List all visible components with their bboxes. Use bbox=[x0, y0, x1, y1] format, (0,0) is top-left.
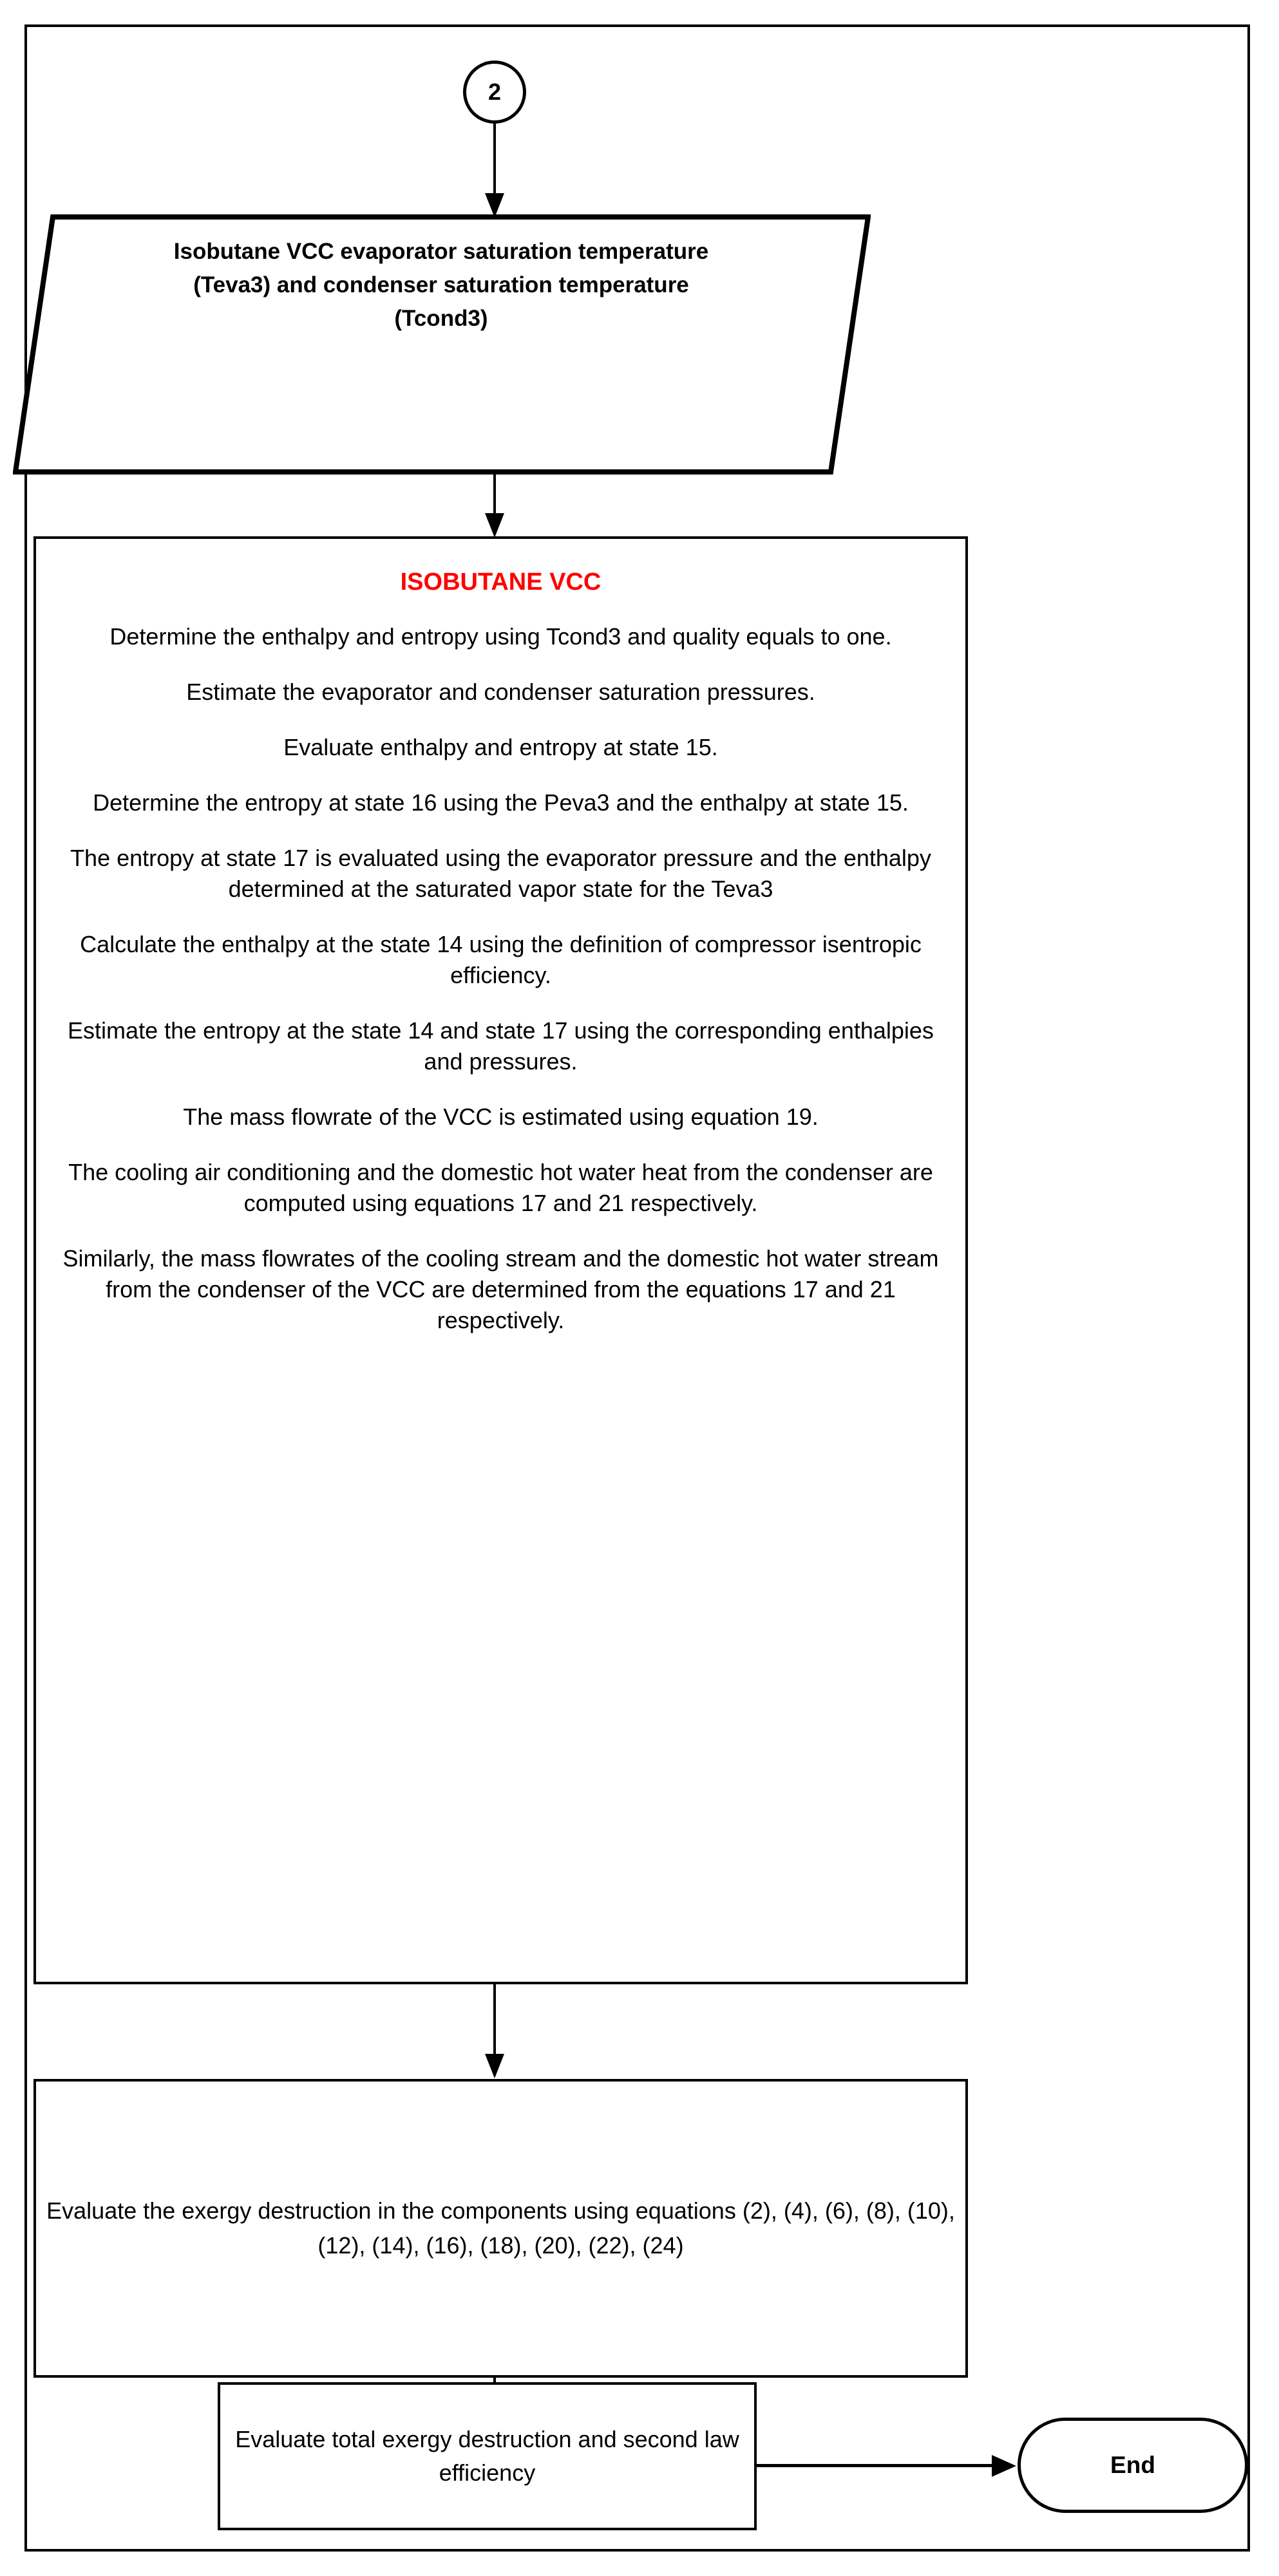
process-step-list bbox=[46, 621, 955, 1336]
end-node-label: End bbox=[1110, 2452, 1155, 2478]
process-step: Similarly, the mass flowrates of the cooling stream and the domestic hot water stream from the condenser of the VCC are determined from the equations 17 and 21 respectively. bbox=[62, 1245, 939, 1333]
process-node-total-exergy-destruction[interactable] bbox=[218, 2382, 757, 2530]
arrow-input-to-process bbox=[493, 475, 496, 539]
arrow-connector-to-input bbox=[493, 124, 496, 218]
input-node-text: Isobutane VCC evaporator saturation temperature (Teva3) and condenser saturation temperature (Tcond3) bbox=[173, 239, 709, 331]
process-step: The mass flowrate of the VCC is estimated using equation 19. bbox=[183, 1103, 819, 1130]
arrow-head bbox=[485, 513, 504, 538]
arrow-head bbox=[992, 2455, 1016, 2477]
connector-node-2[interactable] bbox=[463, 61, 526, 124]
exergy-components-text: Evaluate the exergy destruction in the components using equations (2), (4), (6), (8), (10), (12), (14), (16), (18), (20), (22), (24) bbox=[46, 2197, 955, 2259]
end-node[interactable] bbox=[1018, 2418, 1248, 2513]
process-step: The cooling air conditioning and the domestic hot water heat from the condenser are computed using equations 17 and 21 respectively. bbox=[68, 1158, 933, 1216]
process-node-exergy-destruction-components[interactable] bbox=[33, 2079, 968, 2378]
arrow-shaft bbox=[493, 475, 496, 517]
arrow-shaft bbox=[757, 2464, 995, 2467]
process-step: Determine the enthalpy and entropy using Tcond3 and quality equals to one. bbox=[109, 623, 892, 650]
arrow-total-exergy-to-end bbox=[757, 2464, 1018, 2467]
process-step: Determine the entropy at state 16 using the Peva3 and the enthalpy at state 15. bbox=[93, 789, 909, 816]
process-step: The entropy at state 17 is evaluated using the evaporator pressure and the enthalpy determined at the saturated vapor state for the Teva3 bbox=[70, 844, 931, 902]
process-step: Evaluate enthalpy and entropy at state 15. bbox=[283, 733, 718, 760]
arrow-shaft bbox=[493, 1984, 496, 2056]
connector-label: 2 bbox=[488, 79, 502, 105]
total-exergy-text: Evaluate total exergy destruction and second law efficiency bbox=[235, 2426, 739, 2486]
process-step: Estimate the entropy at the state 14 and state 17 using the corresponding enthalpies and pressures. bbox=[68, 1017, 934, 1075]
arrow-head bbox=[485, 2054, 504, 2078]
process-step: Calculate the enthalpy at the state 14 using the definition of compressor isentropic efficiency. bbox=[80, 930, 922, 988]
arrow-process-to-exergy-components bbox=[493, 1984, 496, 2081]
process-step: Estimate the evaporator and condenser saturation pressures. bbox=[186, 678, 815, 705]
arrow-shaft bbox=[493, 124, 496, 196]
input-node-saturation-temperatures[interactable] bbox=[13, 214, 871, 475]
process-node-isobutane-vcc[interactable] bbox=[33, 536, 968, 1984]
process-node-heading: ISOBUTANE VCC bbox=[400, 569, 602, 596]
